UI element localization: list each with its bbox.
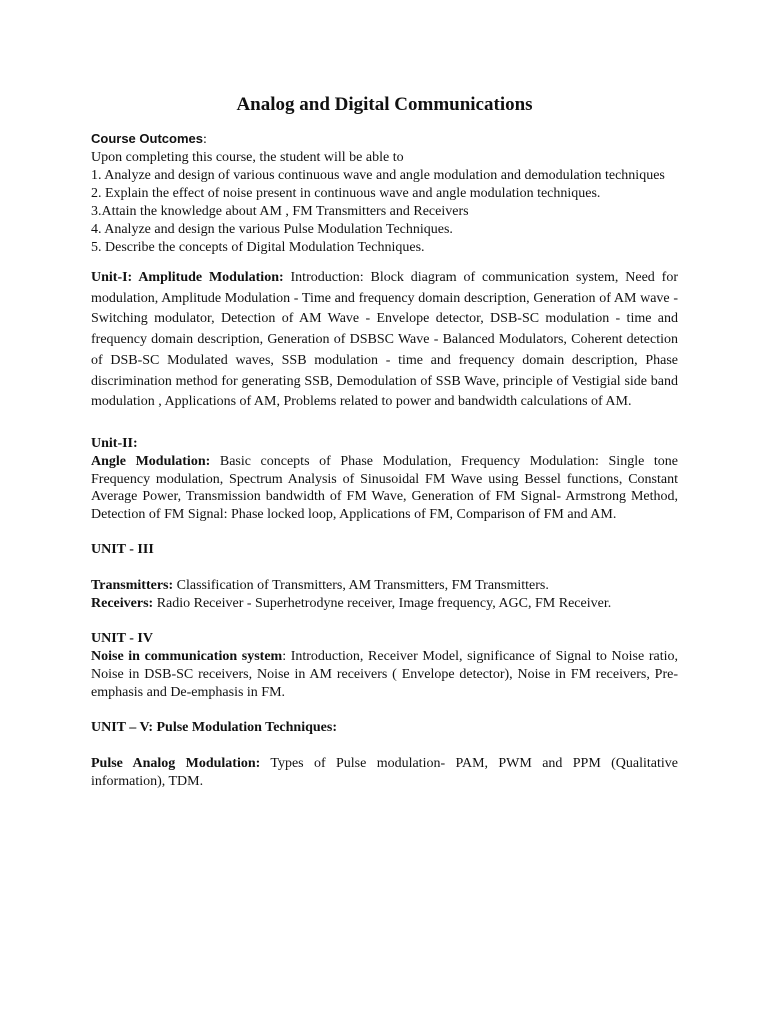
- course-outcome-item: 5. Describe the concepts of Digital Modulation Techniques.: [91, 240, 425, 255]
- unit2-paragraph: [91, 453, 678, 523]
- course-outcomes-label: Course Outcomes: [91, 131, 203, 146]
- course-outcome-item: 4. Analyze and design the various Pulse Modulation Techniques.: [91, 222, 453, 237]
- unit4-paragraph: [91, 648, 678, 701]
- unit3-transmitters: [91, 577, 678, 595]
- unit3-heading: UNIT - III: [91, 542, 154, 558]
- course-outcomes-colon: :: [202, 132, 207, 147]
- unit3-receivers: [91, 595, 678, 613]
- unit4-body: : Introduction, Receiver Model, significance of Signal to Noise ratio, Noise in DSB-SC receivers, Noise in AM receivers ( Envelope detector), Noise in FM receivers, Pre-emphasis and De-emphasis in FM.: [91, 649, 678, 700]
- receivers-body: Radio Receiver - Superhetrodyne receiver, Image frequency, AGC, FM Receiver.: [153, 595, 612, 611]
- unit5-subheading: Pulse Analog Modulation:: [91, 756, 261, 772]
- transmitters-label: Transmitters:: [91, 578, 174, 594]
- document-page: [91, 92, 678, 790]
- unit2-subheading: Angle Modulation:: [91, 453, 211, 469]
- receivers-label: Receivers:: [91, 595, 154, 611]
- unit4-heading: UNIT - IV: [91, 631, 153, 647]
- unit4-subheading: Noise in communication system: [91, 649, 283, 665]
- course-outcome-item: 1. Analyze and design of various continuous wave and angle modulation and demodulation techniques: [91, 168, 665, 183]
- unit1-heading: Unit-I: Amplitude Modulation:: [91, 270, 284, 285]
- course-outcomes-section: [91, 130, 678, 257]
- transmitters-body: Classification of Transmitters, AM Transmitters, FM Transmitters.: [173, 578, 549, 594]
- unit2-heading: Unit-II:: [91, 435, 138, 451]
- unit5-paragraph: [91, 755, 678, 790]
- unit5-body: Types of Pulse modulation- PAM, PWM and PPM (Qualitative information), TDM.: [91, 756, 678, 789]
- document-title: Analog and Digital Communications: [236, 94, 533, 115]
- course-outcome-item: 3.Attain the knowledge about AM , FM Transmitters and Receivers: [91, 204, 469, 219]
- unit1-paragraph: [91, 268, 678, 413]
- unit1-body: Introduction: Block diagram of communication system, Need for modulation, Amplitude Modulation - Time and frequency domain description, Generation of AM wave -Switching modulator, Detection of AM Wave - Envelope detector, DSB-SC modulation - time and frequency domain description, Generation of DSBSC Wave - Balanced Modulators, Coherent detection of DSB-SC Modulated waves, SSB modulation - time and frequency domain description, Phase discrimination method for generating SSB, Demodulation of SSB Wave, principle of Vestigial side band modulation , Applications of AM, Problems related to power and bandwidth calculations of AM.: [91, 270, 678, 410]
- course-outcome-item: 2. Explain the effect of noise present in continuous wave and angle modulation techniques.: [91, 186, 601, 201]
- course-outcomes-intro: Upon completing this course, the student will be able to: [91, 150, 404, 165]
- course-outcomes-heading: [91, 130, 678, 149]
- unit2-body: Basic concepts of Phase Modulation, Frequency Modulation: Single tone Frequency modulation, Spectrum Analysis of Sinusoidal FM Wave using Bessel functions, Constant Average Power, Transmission bandwidth of FM Wave, Generation of FM Signal- Armstrong Method, Detection of FM Signal: Phase locked loop, Applications of FM, Comparison of FM and AM.: [91, 453, 678, 522]
- unit5-heading: UNIT – V: Pulse Modulation Techniques:: [91, 720, 337, 736]
